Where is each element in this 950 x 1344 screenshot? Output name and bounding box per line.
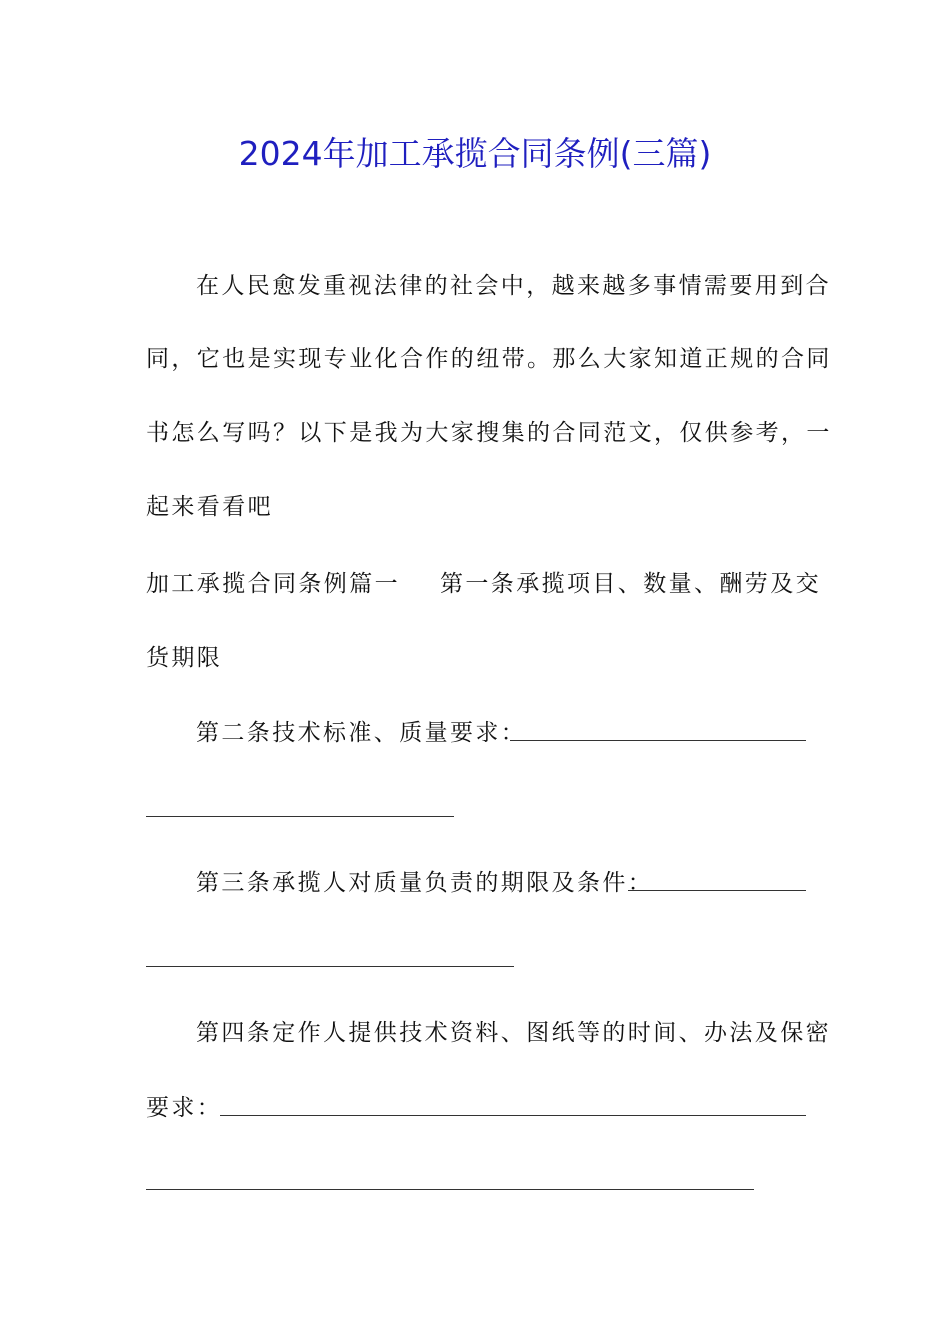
fill-in-blank-line — [146, 966, 514, 967]
article-1-line-1: 第一条承揽项目、数量、酬劳及交 — [440, 571, 821, 597]
article-2-label: 第二条技术标准、质量要求： — [196, 720, 527, 746]
article-3-label: 第三条承揽人对质量负责的期限及条件： — [196, 870, 654, 896]
article-1-line-2: 货期限 — [146, 645, 223, 671]
fill-in-blank-line — [146, 1189, 754, 1190]
fill-in-blank-line — [510, 740, 806, 741]
fill-in-blank-line — [146, 816, 454, 817]
intro-line-3: 书怎么写吗？以下是我为大家搜集的合同范文，仅供参考，一 — [146, 420, 832, 446]
document-title: 2024年加工承揽合同条例(三篇) — [238, 134, 712, 173]
intro-line-4: 起来看看吧 — [146, 494, 273, 520]
article-4-line-1: 第四条定作人提供技术资料、图纸等的时间、办法及保密 — [196, 1020, 831, 1046]
fill-in-blank-line — [628, 890, 806, 891]
article-4-line-2: 要求： — [146, 1095, 223, 1121]
intro-line-1: 在人民愈发重视法律的社会中，越来越多事情需要用到合 — [196, 273, 831, 299]
fill-in-blank-line — [220, 1115, 806, 1116]
intro-line-2: 同，它也是实现专业化合作的纽带。那么大家知道正规的合同 — [146, 346, 832, 372]
section-heading: 加工承揽合同条例篇一 — [146, 571, 400, 597]
